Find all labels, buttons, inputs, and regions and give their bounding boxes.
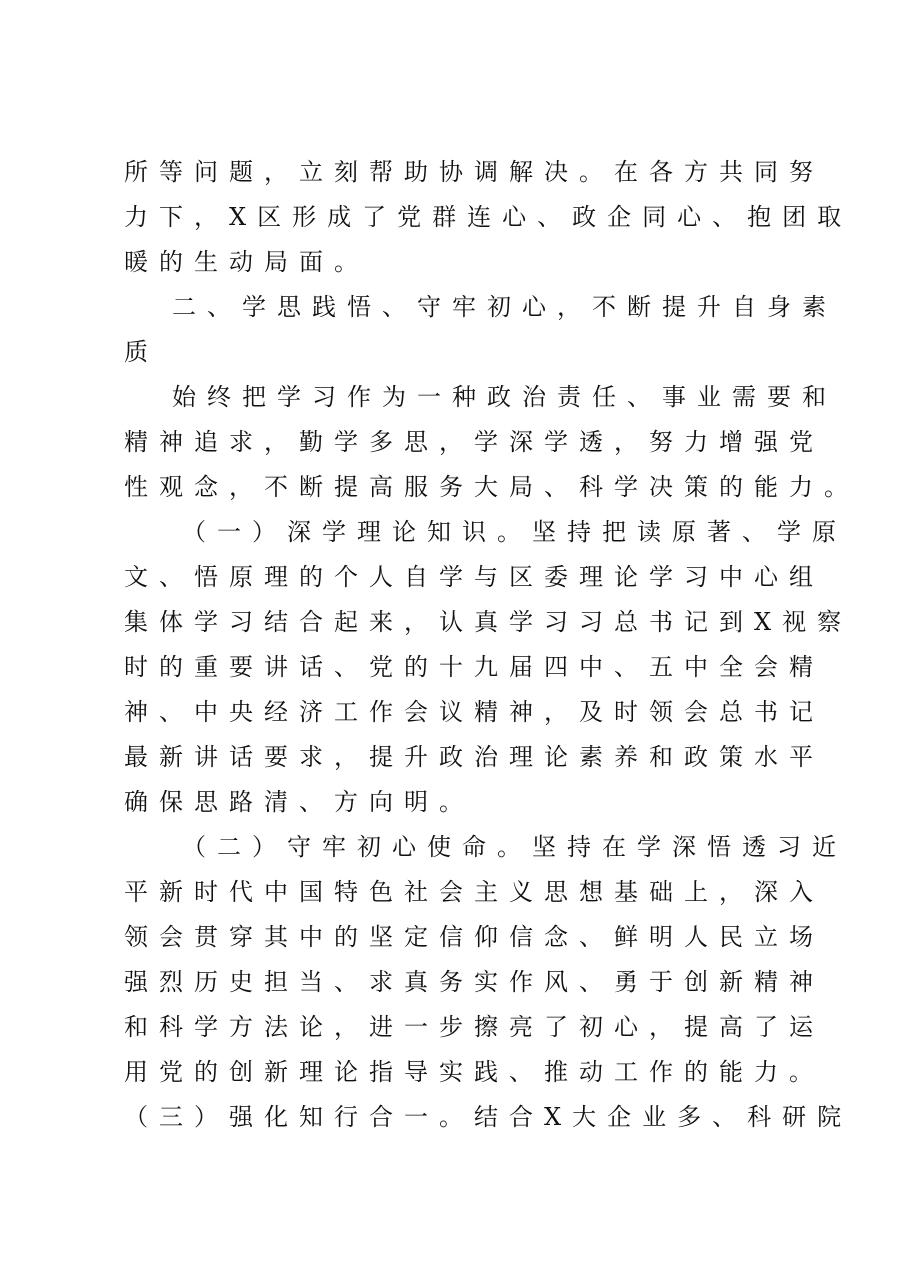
body-text — [124, 150, 859, 1140]
section-heading-continued: 质 — [124, 338, 159, 366]
text-line: 和科学方法论，进一步擦亮了初心，提高了运 — [124, 1013, 824, 1041]
text-line: 最新讲话要求，提升政治理论素养和政策水平 — [124, 743, 824, 771]
text-line: 确保思路清、方向明。 — [124, 788, 474, 816]
subsection-line: （二）守牢初心使命。坚持在学深悟透习近 — [182, 833, 847, 861]
text-line: 时的重要讲话、党的十九届四中、五中全会精 — [124, 653, 824, 681]
section-heading: 二、学思践悟、守牢初心，不断提升自身素 — [172, 293, 837, 321]
text-line: 领会贯穿其中的坚定信仰信念、鲜明人民立场 — [124, 923, 824, 951]
subsection-line: （三）强化知行合一。结合X大企业多、科研院 — [124, 1103, 853, 1131]
text-line: 始终把学习作为一种政治责任、事业需要和 — [172, 383, 837, 411]
text-line: 用党的创新理论指导实践、推动工作的能力。 — [124, 1058, 824, 1086]
text-line: 平新时代中国特色社会主义思想基础上，深入 — [124, 878, 824, 906]
text-line: 暖的生动局面。 — [124, 248, 369, 276]
text-line: 集体学习结合起来，认真学习习总书记到X视察 — [124, 608, 853, 636]
text-line: 强烈历史担当、求真务实作风、勇于创新精神 — [124, 968, 824, 996]
text-line: 所等问题，立刻帮助协调解决。在各方共同努 — [124, 158, 824, 186]
subsection-line: （一）深学理论知识。坚持把读原著、学原 — [182, 518, 847, 546]
text-line: 性观念，不断提高服务大局、科学决策的能力。 — [124, 473, 859, 501]
text-line: 神、中央经济工作会议精神，及时领会总书记 — [124, 698, 824, 726]
text-line: 精神追求，勤学多思，学深学透，努力增强党 — [124, 428, 824, 456]
text-line: 力下，X区形成了党群连心、政企同心、抱团取 — [124, 203, 853, 231]
text-line: 文、悟原理的个人自学与区委理论学习中心组 — [124, 563, 824, 591]
